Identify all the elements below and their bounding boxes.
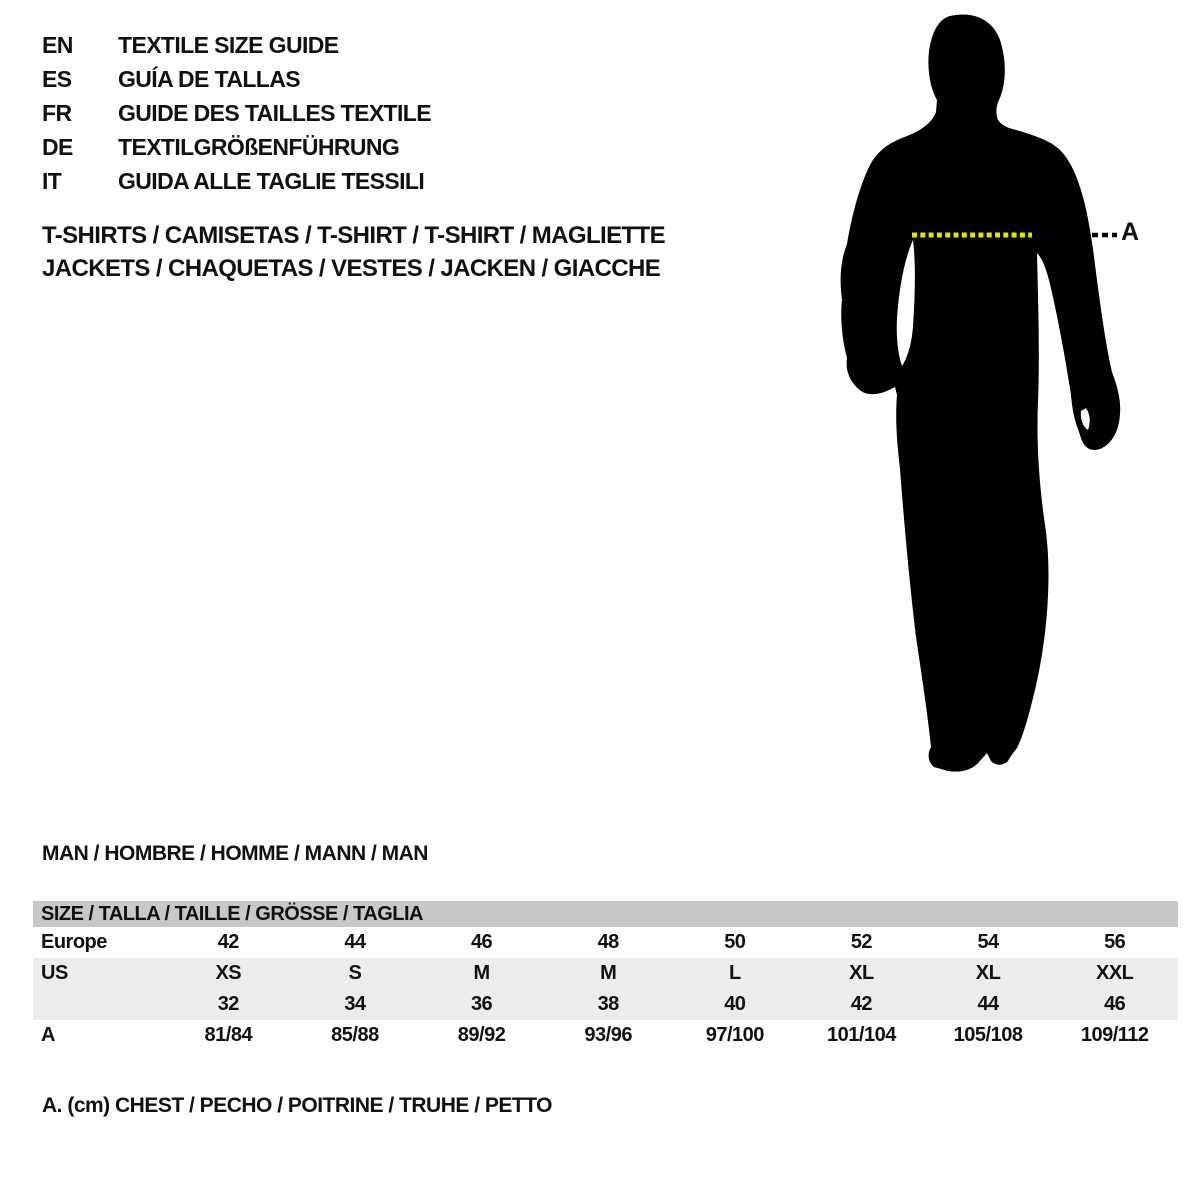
size-cell: 42 [850, 993, 873, 1015]
size-cell: M [600, 962, 617, 984]
language-code: FR [42, 100, 72, 126]
size-cell: 81/84 [204, 1024, 253, 1046]
row-label: Europe [41, 931, 107, 953]
size-cell: 97/100 [705, 1024, 764, 1046]
size-cell: 54 [977, 931, 999, 953]
size-cell: 109/112 [1080, 1024, 1149, 1046]
size-cell: 44 [977, 993, 999, 1015]
guide-title: TEXTILGRÖßENFÜHRUNG [118, 134, 400, 160]
size-cell: 46 [1104, 993, 1126, 1015]
size-cell: 105/108 [953, 1024, 1023, 1046]
size-cell: 32 [217, 993, 239, 1015]
size-cell: 89/92 [457, 1024, 506, 1046]
table-row-europe [33, 927, 1178, 958]
guide-title: TEXTILE SIZE GUIDE [118, 32, 339, 58]
size-cell: XXL [1095, 962, 1134, 984]
size-cell: S [348, 962, 362, 984]
size-cell: 85/88 [331, 1024, 379, 1046]
language-code: DE [42, 134, 73, 160]
size-cell: 93/96 [584, 1024, 632, 1046]
row-label: US [41, 962, 68, 984]
section-title-man: MAN / HOMBRE / HOMME / MANN / MAN [42, 842, 428, 865]
size-cell: 34 [344, 993, 366, 1015]
category-line-jackets: JACKETS / CHAQUETAS / VESTES / JACKEN / GIACCHE [42, 255, 661, 282]
size-table-header: SIZE / TALLA / TAILLE / GRÖSSE / TAGLIA [33, 901, 1178, 927]
size-table [33, 901, 1178, 1051]
row-label: A [41, 1024, 55, 1046]
category-line-tshirts: T-SHIRTS / CAMISETAS / T-SHIRT / T-SHIRT / MAGLIETTE [42, 222, 666, 249]
guide-title: GUIDA ALLE TAGLIE TESSILI [118, 168, 425, 194]
language-code: EN [42, 32, 73, 58]
row-label [33, 989, 165, 1020]
language-code: ES [42, 66, 72, 92]
size-cell: 52 [850, 931, 873, 953]
size-cell: 40 [724, 993, 746, 1015]
measurement-label-a: A [1121, 218, 1140, 246]
size-cell: XS [215, 962, 242, 984]
size-cell: L [728, 962, 741, 984]
size-cell: XL [849, 962, 874, 984]
size-cell: 36 [470, 993, 493, 1015]
table-row-us-numeric [33, 989, 1178, 1020]
size-cell: 38 [597, 993, 619, 1015]
size-cell: 46 [470, 931, 493, 953]
size-cell: XL [975, 962, 1001, 984]
language-code: IT [42, 168, 62, 194]
man-silhouette-shape [841, 14, 1121, 771]
size-cell: 48 [597, 931, 619, 953]
guide-title: GUIDE DES TAILLES TEXTILE [118, 100, 431, 126]
guide-title: GUÍA DE TALLAS [118, 66, 300, 92]
size-cell: 101/104 [827, 1024, 896, 1046]
measurement-footnote: A. (cm) CHEST / PECHO / POITRINE / TRUHE / PETTO [42, 1094, 553, 1117]
size-cell: 44 [344, 931, 366, 953]
size-cell: 56 [1104, 931, 1126, 953]
size-cell: M [473, 962, 490, 984]
table-row-us [33, 958, 1178, 989]
table-row-chest-a [33, 1020, 1178, 1051]
size-cell: 50 [724, 931, 746, 953]
size-cell: 42 [217, 931, 239, 953]
